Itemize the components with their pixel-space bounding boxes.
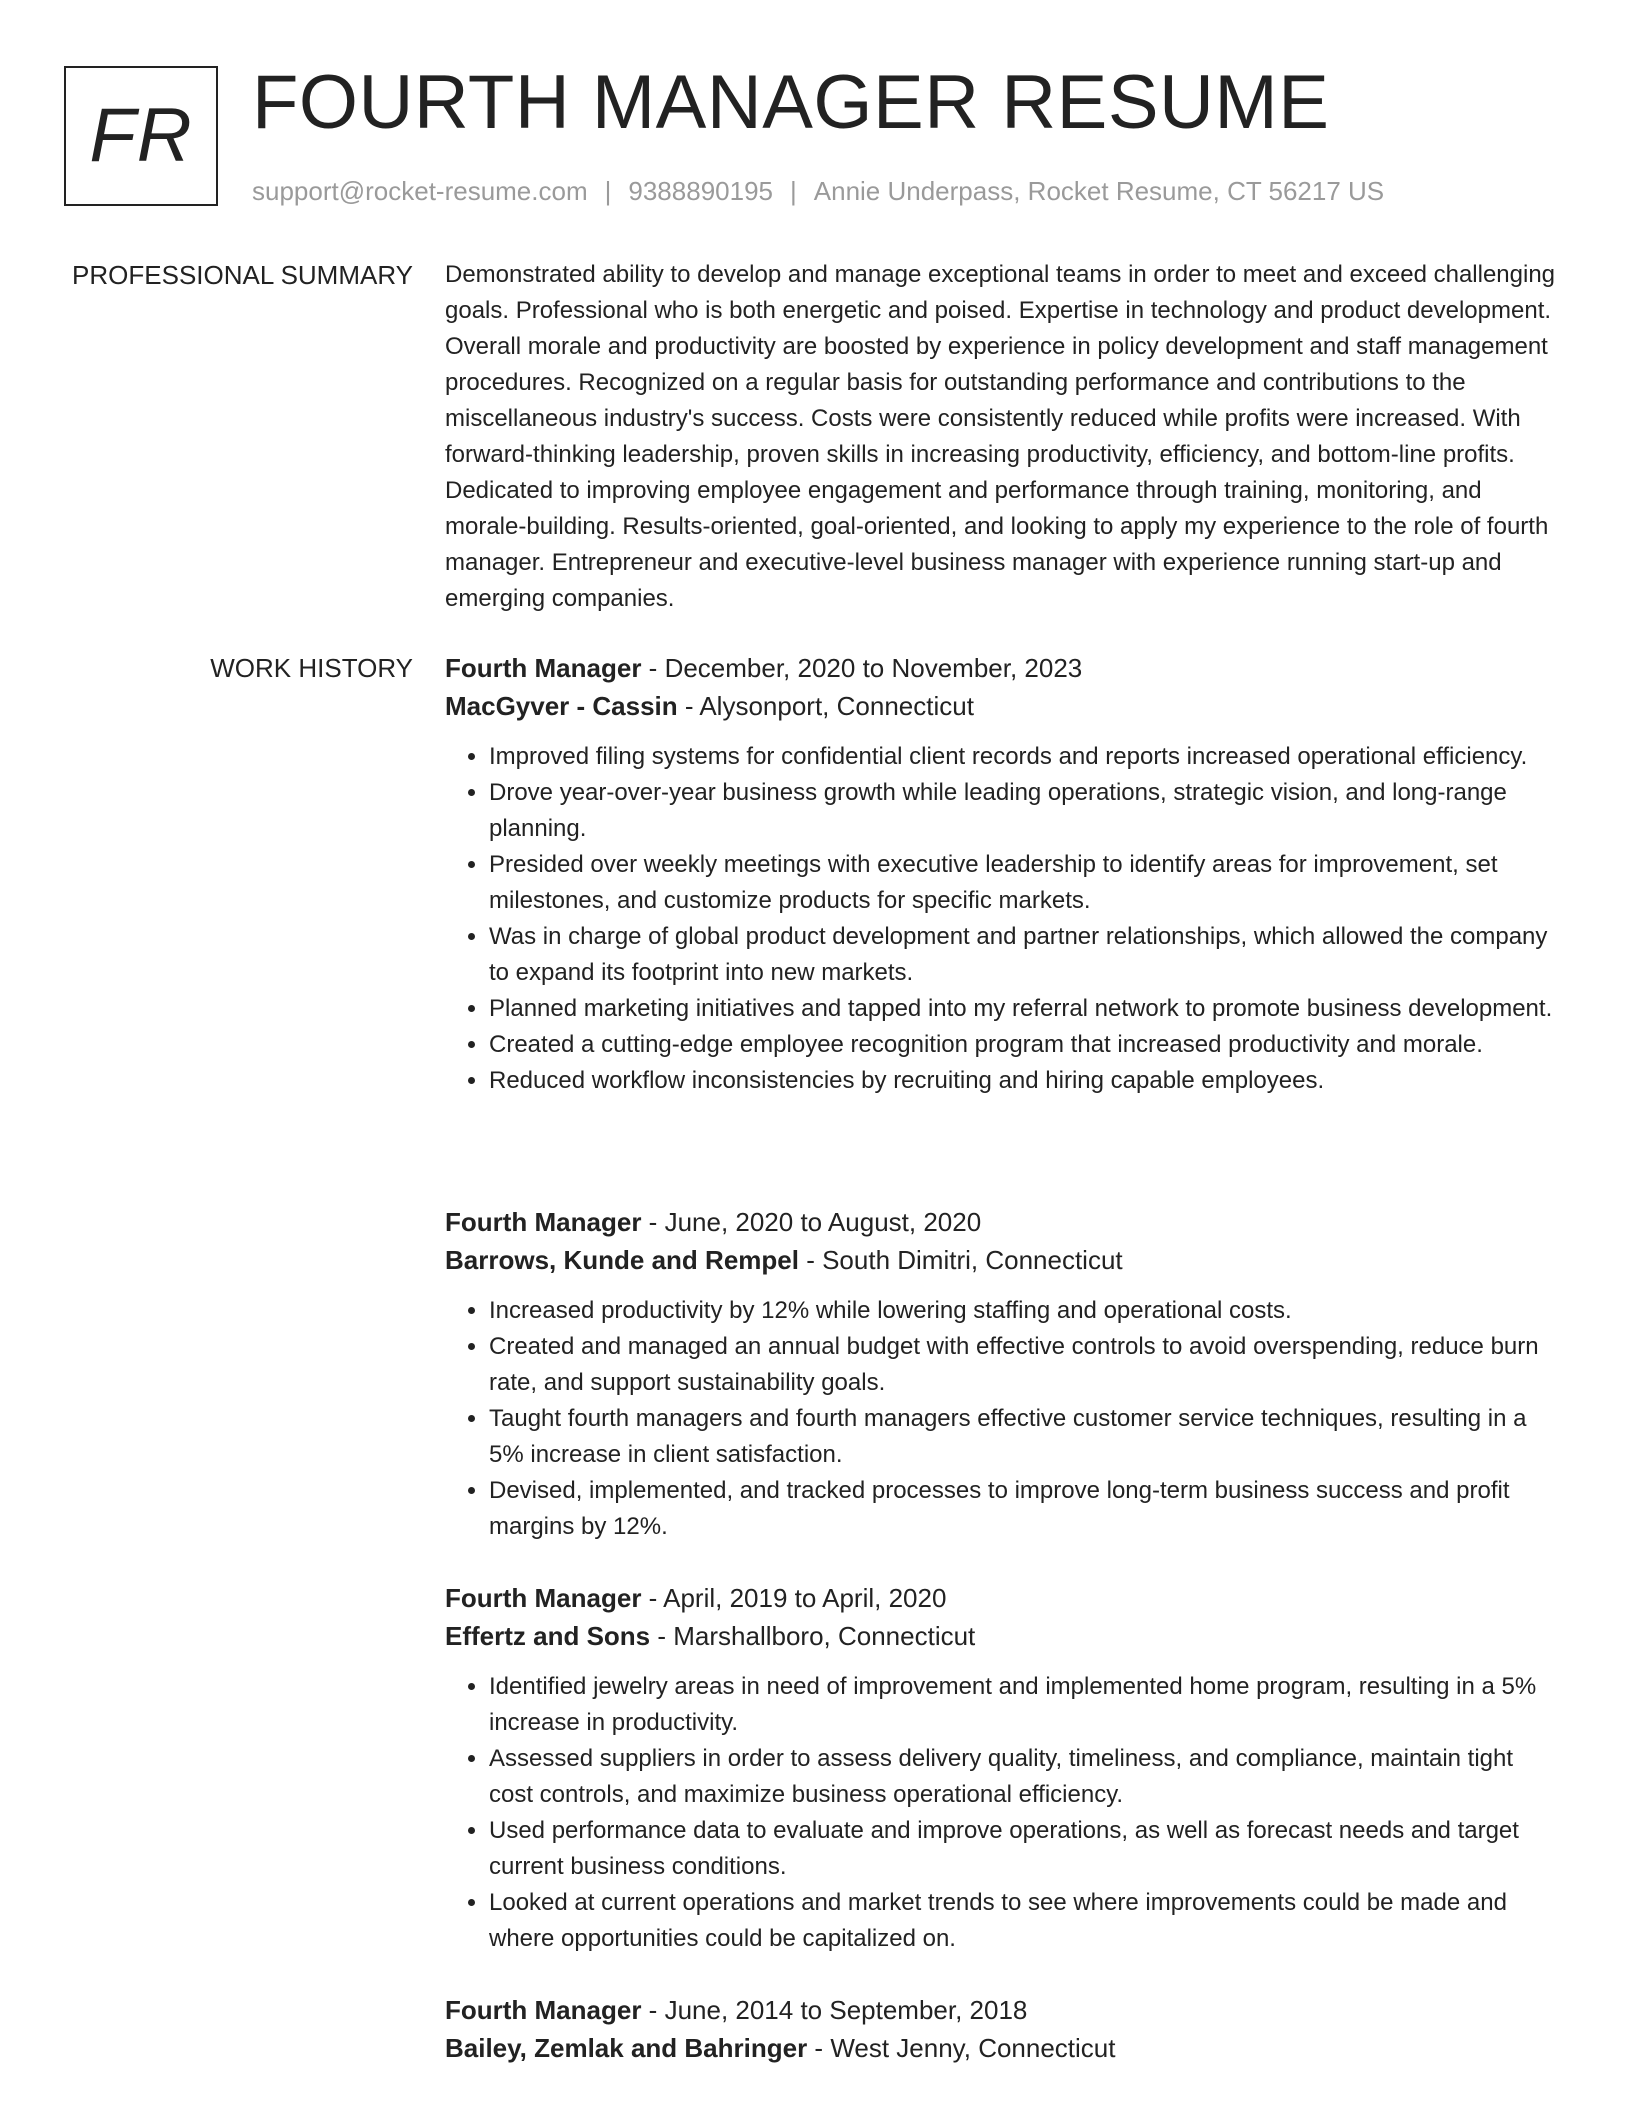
job-company: Effertz and Sons [445, 1621, 651, 1651]
contact-address: Annie Underpass, Rocket Resume, CT 56217 US [813, 176, 1385, 206]
job-entry [445, 1991, 1560, 2067]
job-entry [445, 1203, 1560, 1545]
contact-separator: | [790, 176, 797, 206]
contact-separator: | [604, 176, 612, 206]
job-location: Alysonport, Connecticut [699, 691, 974, 721]
bullet-item: • Reduced workflow inconsistencies by recruiting and hiring capable employees. [489, 1063, 1560, 1099]
contact-line [252, 174, 1384, 208]
bullet-item: • Used performance data to evaluate and improve operations, as well as forecast needs and target current business conditions. [489, 1813, 1560, 1885]
job-dates: April, 2019 to April, 2020 [663, 1583, 947, 1613]
bullet-item: • Identified jewelry areas in need of improvement and implemented home program, resulting in a 5% increase in productivity. [489, 1669, 1560, 1741]
job-location: Marshallboro, Connecticut [673, 1621, 976, 1651]
dash: - [641, 1995, 665, 2025]
bullet-item: • Created and managed an annual budget with effective controls to avoid overspending, reduce burn rate, and support sustainability goals. [489, 1329, 1560, 1401]
job-bullets [445, 1669, 1560, 1957]
job-location: West Jenny, Connecticut [830, 2033, 1116, 2063]
contact-email: support@rocket-resume.com [252, 176, 588, 206]
bullet-item: • Looked at current operations and market trends to see where improvements could be made and where opportunities could be capitalized on. [489, 1885, 1560, 1957]
job-dates: June, 2020 to August, 2020 [664, 1207, 982, 1237]
dash: - [641, 1583, 664, 1613]
job-entry [445, 649, 1560, 1099]
job-company: MacGyver - Cassin [445, 691, 678, 721]
job-title: Fourth Manager [445, 1583, 642, 1613]
job-company-line [445, 1241, 1560, 1279]
job-title-line [445, 649, 1560, 687]
work-history-heading: WORK HISTORY [210, 653, 413, 683]
dash: - [807, 2033, 831, 2063]
job-title: Fourth Manager [445, 1207, 642, 1237]
summary-text: Demonstrated ability to develop and manage exceptional teams in order to meet and exceed challenging goals. Professional who is both energetic and poised. Expertise in technology and product development. Overall morale and productivity are boosted by experience in policy development and staff management procedures. Recognized on a regular basis for outstanding performance and contributions to the miscellaneous industry's success. Costs were consistently reduced while profits were increased. With forward-thinking leadership, proven skills in increasing productivity, efficiency, and bottom-line profits. Dedicated to improving employee engagement and performance through training, monitoring, and morale-building. Results-oriented, goal-oriented, and looking to apply my experience to the role of fourth manager. Entrepreneur and executive-level business manager with experience running start-up and emerging companies. [445, 261, 1556, 612]
job-company: Bailey, Zemlak and Bahringer [445, 2033, 808, 2063]
bullet-item: • Devised, implemented, and tracked processes to improve long-term business success and profit margins by 12%. [489, 1473, 1560, 1545]
job-location: South Dimitri, Connecticut [822, 1245, 1123, 1275]
summary-section [445, 257, 1560, 617]
resume-title: FOURTH MANAGER RESUME [252, 60, 1330, 145]
job-bullets [445, 739, 1560, 1099]
job-entry [445, 1579, 1560, 1957]
job-title: Fourth Manager [445, 1995, 642, 2025]
bullet-item: • Improved filing systems for confidential client records and reports increased operational efficiency. [489, 739, 1560, 775]
job-title: Fourth Manager [445, 653, 642, 683]
bullet-item: • Planned marketing initiatives and tapped into my referral network to promote business development. [489, 991, 1560, 1027]
dash: - [641, 1207, 665, 1237]
job-bullets [445, 1293, 1560, 1545]
job-company-line [445, 2029, 1560, 2067]
job-title-line [445, 1203, 1560, 1241]
job-company: Barrows, Kunde and Rempel [445, 1245, 799, 1275]
dash: - [798, 1245, 823, 1275]
job-dates: December, 2020 to November, 2023 [664, 653, 1083, 683]
job-title-line [445, 1991, 1560, 2029]
job-title-line [445, 1579, 1560, 1617]
monogram-box [64, 66, 218, 206]
monogram-initials: FR [89, 93, 193, 178]
bullet-item: • Created a cutting-edge employee recognition program that increased productivity and morale. [489, 1027, 1560, 1063]
bullet-item: • Increased productivity by 12% while lowering staffing and operational costs. [489, 1293, 1560, 1329]
job-company-line [445, 1617, 1560, 1655]
dash: - [677, 691, 700, 721]
bullet-item: • Assessed suppliers in order to assess delivery quality, timeliness, and compliance, maintain tight cost controls, and maximize business operational efficiency. [489, 1741, 1560, 1813]
bullet-item: • Presided over weekly meetings with executive leadership to identify areas for improvement, set milestones, and customize products for specific markets. [489, 847, 1560, 919]
job-company-line [445, 687, 1560, 725]
bullet-item: • Taught fourth managers and fourth managers effective customer service techniques, resulting in a 5% increase in client satisfaction. [489, 1401, 1560, 1473]
job-dates: June, 2014 to September, 2018 [664, 1995, 1028, 2025]
dash: - [650, 1621, 674, 1651]
bullet-item: • Drove year-over-year business growth while leading operations, strategic vision, and long-range planning. [489, 775, 1560, 847]
dash: - [641, 653, 665, 683]
bullet-item: • Was in charge of global product development and partner relationships, which allowed the company to expand its footprint into new markets. [489, 919, 1560, 991]
contact-phone: 9388890195 [628, 176, 773, 206]
summary-heading: PROFESSIONAL SUMMARY [72, 260, 413, 290]
